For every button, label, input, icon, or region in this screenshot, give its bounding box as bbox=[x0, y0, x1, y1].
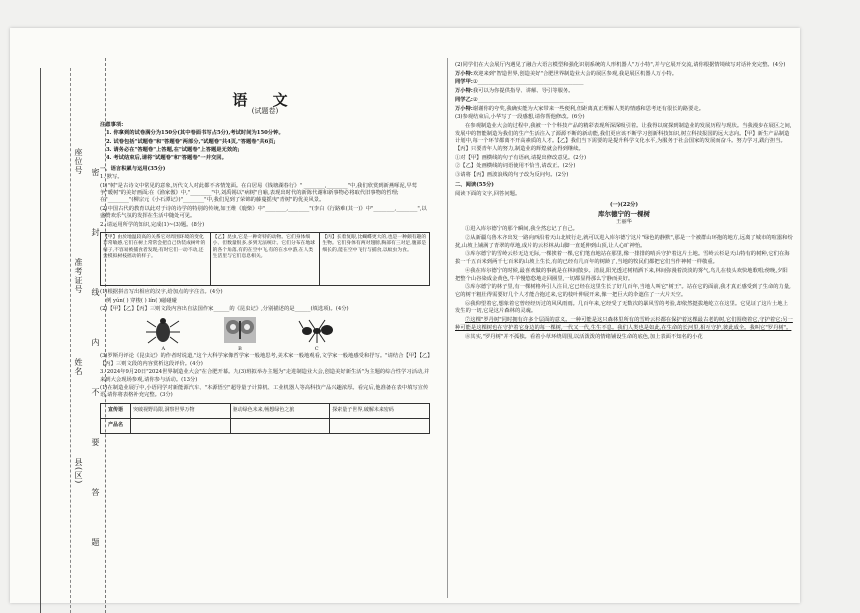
speaker: 万小特: bbox=[455, 105, 473, 112]
seal-char: 答 bbox=[91, 488, 100, 497]
insect-image-a bbox=[143, 315, 183, 352]
speaker: 同学乙: bbox=[455, 96, 473, 103]
essay-question: ①对【甲】画横线的句子有语病,请提出修改意见。(2分) bbox=[455, 154, 587, 161]
story-paragraph: ⑤库尔德宁的林子里,有一棵树格外引人注目,它已经在这里生长了好几百年,当地人叫它"树王"。站在它的面前,我才真正感受到了生命的力量,它的树干粗壮得需要好几个人才能合抱过来,它的枝叶伸展开来,像一把巨大的伞遮住了一大片天空。 bbox=[455, 284, 791, 298]
image-label: A bbox=[161, 345, 166, 352]
left-column bbox=[100, 91, 430, 434]
story-author: 王丽华 bbox=[616, 218, 632, 225]
story-paragraph: ②从新疆乌鲁木齐出发一路向西沿着天山北坡行走,就可以进入库尔德宁这片"绿色的静默",那是一个被群山环抱的地方,远离了城市的喧嚣和纷扰,山坡上铺满了青翠的草地,成片的云杉林从山脚一直延伸到山顶,让人心旷神怡。 bbox=[455, 235, 793, 249]
table-cell: 突破视野局限,洞察世界万物 bbox=[130, 403, 230, 418]
question-label: 1. 默写。 bbox=[100, 174, 123, 181]
seal-char: 内 bbox=[91, 338, 100, 347]
dialog-line bbox=[455, 88, 793, 96]
story-paragraph: ③库尔德宁的雪岭云杉无边无际,一棵挨着一棵,它们笔直地站在那里,像一排排的哨兵守护着这片土地。雪岭云杉是天山特有的树种,它们在海拔一千五百米到两千七百米的山坡上生长,有的已经有几百年的树龄了,当地的牧民们都把它们当作神树一样敬重。 bbox=[455, 251, 790, 266]
seal-char: 不 bbox=[91, 388, 100, 397]
excerpt-bing: 【丙】长着复眼,比蝴蝶更大的,也是一种颇有趣的生物。它们身体有两对翅膀,胸部有三对足,腹部是细长的,能在空中飞行与捕食,以蚊虫为食。 bbox=[322, 235, 427, 253]
page-divider bbox=[447, 58, 448, 598]
slogan-table bbox=[100, 403, 430, 434]
reading-intro: 阅读下面的文字,回答问题。 bbox=[455, 190, 521, 197]
story-part: (一)(22分) bbox=[610, 202, 638, 209]
page-title: 语 文 bbox=[232, 91, 298, 109]
district-label: 县(区) bbox=[74, 458, 83, 485]
question-text: (1)"树"是古诗文中常见的意象,历代文人对此都不吝情笼面。在白居易《钱塘湖春行》" ________,________"中,我们欣赏到新燕啄泥,早莺争"暖树"的美好画面;在《渔家傲》中,"________"中,刘禹锡以"病树"自喻,表现出时代的新陈代谢和新事物必将取代旧事物的哲理;在"________"(柳宗元《小石潭记》)"________"中,我们见到了荣锦的藤蔓摇曳"青树"的优美风景。 bbox=[100, 182, 417, 204]
beetle-icon bbox=[143, 315, 183, 345]
question-text: (1)在制造业展厅中,小语同学对新能源汽车、"本源悟空"超导量子计算机、工业机器人等高科技产品兴趣浓厚。看完后,他准备在表中填写宣传语,请你将表格补充完整。(3分) bbox=[100, 384, 429, 399]
excerpt-boxes bbox=[100, 232, 430, 286]
excerpt-jia: 【甲】由於地温较高的关系它对周围环境的变化非常敏感,它们在树上常常会把自己伪装成树叶的样子,不容易被捕食者发现;有时它们一动不动,还会模拟树枝摇动的样子。 bbox=[101, 233, 211, 285]
question-text: (2)中国古代的教育以此对于诗的诗学的特别的传统,如王维《鹿柴》中"________,________"(李白《行路难(其一)》中"________,________",以盛赞欢乐气氛的发挥在生活中随处可见。 bbox=[100, 205, 427, 220]
note-item: 2. 试卷包括"试题卷"和"答题卷"两部分,"试题卷"共4页,"答题卷"共6页; bbox=[106, 138, 276, 145]
essay-question: ③请将【丙】画波浪线的句子改为反问句。(2分) bbox=[455, 172, 569, 179]
dialog-text: 欢迎来到"智造世界,创造美好"合肥世界制造业大会的展区参观,我是展区机器人万小特。 bbox=[472, 70, 678, 77]
table-cell: 宣传语 bbox=[101, 403, 131, 418]
seat-label: 座位号 bbox=[74, 148, 83, 175]
seal-char: 密 bbox=[91, 168, 100, 177]
insect-image-b bbox=[220, 315, 260, 352]
dialog-line bbox=[455, 97, 793, 105]
insect-images bbox=[125, 315, 355, 352]
table-cell: 驱动绿色未来,畅想绿色之旅 bbox=[230, 403, 330, 418]
speaker: 同学甲: bbox=[455, 79, 473, 86]
dialog-line bbox=[455, 79, 793, 87]
question-text: 3. 2024年9月20日"2024世界制造业大会"在合肥开幕。九(3)班拟举办主题为"走进制造业大会,创造美好新生活"为主题的综合性学习活动,并来到大会现场参观,请你参与活动。(13分) bbox=[100, 369, 430, 383]
dialog-text: 谢谢你的夸奖,我确实能为大家带来一些便利,但距离真正理解人类的情感和思考还有很长的路要走。 bbox=[472, 105, 704, 112]
dialog-line bbox=[455, 71, 793, 79]
exam-no-label: 准考证号 bbox=[74, 258, 83, 294]
dialog-text: ②________________________________________ bbox=[472, 96, 584, 103]
note-item: 1. 你拿到的试卷满分为150分(其中卷面书写占5分),考试时间为150分钟。 bbox=[106, 130, 284, 137]
seal-char: 要 bbox=[91, 438, 100, 447]
answer-cell[interactable] bbox=[230, 418, 330, 433]
image-label: C bbox=[314, 345, 319, 352]
story-paragraph: ①进入库尔德宁的那个瞬间,我全然忘记了自己。 bbox=[465, 226, 578, 233]
dialog-line bbox=[455, 106, 793, 114]
story-paragraph: ⑦这棵"罗丹树"同时拥有许多个层面的意义。一种可能是这只森林里所有的雪岭云杉都在保护着这棵最古老的树,它们围绕着它,守护着它;另一种可能是这棵树也在守护着它身边的每一棵树,一代又一代,生生不息。我们人类也是如此,在生命的长河里,相互守护,彼此成全。我叫它"罗丹树"。 bbox=[455, 317, 793, 331]
table-row bbox=[101, 418, 430, 433]
notes-heading: 注意事项: bbox=[100, 121, 124, 128]
note-item: 4. 考试结束后,请将"试题卷"和"答题卷"一并交回。 bbox=[106, 155, 227, 162]
dialog-text: ①________________________________________ bbox=[472, 79, 584, 86]
seal-char: 线 bbox=[91, 288, 100, 297]
table-cell: 探索量子世界,破解未来密码 bbox=[330, 403, 430, 418]
note-item: 3. 请务必在"答题卷"上答题,在"试题卷"上答题是无效的; bbox=[106, 147, 240, 154]
table-cell: 产品名 bbox=[101, 418, 131, 433]
ant-icon bbox=[297, 315, 337, 345]
seal-char: 题 bbox=[91, 538, 100, 547]
story-paragraph: ⑥我仰望着它,想象着它曾经经历过的风风雨雨。几百年来,它经受了无数次的暴风雪的考验,却依然挺拔地屹立在这里。它见证了这片土地上发生的一切,它是这片森林的灵魂。 bbox=[455, 300, 788, 315]
story-paragraph: ⑧其实,"罗丹树"并不孤独。看着小草环绕周围,以活泼泼的情绪铺设生命的底色,加上表面不知名的小花 bbox=[465, 333, 703, 340]
story-title: 库尔德宁的一棵树 bbox=[598, 209, 650, 218]
moth-icon bbox=[220, 315, 260, 345]
question-text: (3)参观结束后,小华写了一段感想,请你帮他修改。(6分) bbox=[455, 114, 585, 121]
section-heading: 一、语言积累与运用(35分) bbox=[100, 165, 166, 172]
pinyin-line: 例 yún( ) 穿梭( ) lín( )磁碰碰 bbox=[106, 297, 177, 304]
binding-margin bbox=[50, 58, 106, 613]
binding-line-dashed bbox=[70, 68, 71, 613]
answer-cell[interactable] bbox=[130, 418, 230, 433]
table-row bbox=[101, 403, 430, 418]
question-text: (2)【甲】【乙】【丙】三则文段内容出自法国作家______的《昆虫记》,分别描述的是______(填选项)。(4分) bbox=[100, 305, 349, 312]
question-text: 2. 请运用所学的知识,完成(1)~(3)题。(8分) bbox=[100, 221, 205, 228]
image-label: B bbox=[238, 345, 242, 352]
question-text: (2)同学们在大会展厅内遇见了融合大语言模型和强化识别系统的人形机器人"万小特",并与它展开交流,请你根据情境续写对话补充完整。(4分) bbox=[455, 62, 786, 68]
question-text: (1)根据拼音写出相应的汉字,给加点的字注音。(4分) bbox=[100, 289, 223, 296]
binding-line bbox=[40, 68, 41, 613]
essay-question: ②【乙】处画横线的词语使用不恰当,请改正。(2分) bbox=[455, 163, 576, 170]
question-text: (3)罗斯丹评论《昆虫记》的作者时说道,"这个大科学家像哲学家一般地思考,美术家一般地观看,文学家一般地感受和抒写。"请结合【甲】【乙】【丙】三则文段的内容赏析这段评价。(4分) bbox=[100, 353, 430, 367]
answer-cell[interactable] bbox=[330, 418, 430, 433]
speaker: 万小特: bbox=[455, 88, 473, 95]
story-paragraph: ④我在库尔德宁的时候,最喜欢做的事就是在林间散步。清晨,阳光透过树梢洒下来,林间弥漫着淡淡的雾气,鸟儿在枝头欢快地歌唱;傍晚,夕阳把整个山谷染成金黄色,牛羊慢悠悠地走回圈里,一切都显得那么宁静而美好。 bbox=[455, 267, 788, 282]
speaker: 万小特: bbox=[455, 70, 473, 77]
right-column bbox=[455, 62, 793, 342]
section-heading: 二、阅读(55分) bbox=[455, 181, 494, 188]
dialog-text: 我可以为你提供指导、讲解、导引等服务。 bbox=[472, 88, 574, 95]
insect-image-c bbox=[297, 315, 337, 352]
essay-text: 在参观制造业大会的过程中,我被一个个科技产品的精彩表现所深深吸引着。让我得以窥探到制造业的发展历程与现状。当我漫步在展区之间,发展中的智能制造为我们的生产生活注入了源源不断的新动能,我们更应该不断学习创新科技知识,树立科技报国的远大志向。【甲】新生产品制造计划中,每一个环节都离不开高素质的人才。【乙】我们当下需要的是提升科学文化水平,为服务于社会国家的发展而奋斗。努力学习,践行担当。【丙】只要青年人的努力,制造业的辉煌就会得到继续。 bbox=[455, 122, 792, 153]
excerpt-yi: 【乙】昆虫,它是一种奇特的动物。它们身体细小、但数量很多,多到无法统计。它们分布在地球的各个角落,有的在空中飞,有的在水中游,在人类生活里与它们息息相关。 bbox=[211, 233, 321, 285]
seal-char: 封 bbox=[91, 228, 100, 237]
page-subtitle: (试题卷) bbox=[251, 107, 279, 116]
name-label: 姓名 bbox=[74, 358, 83, 376]
